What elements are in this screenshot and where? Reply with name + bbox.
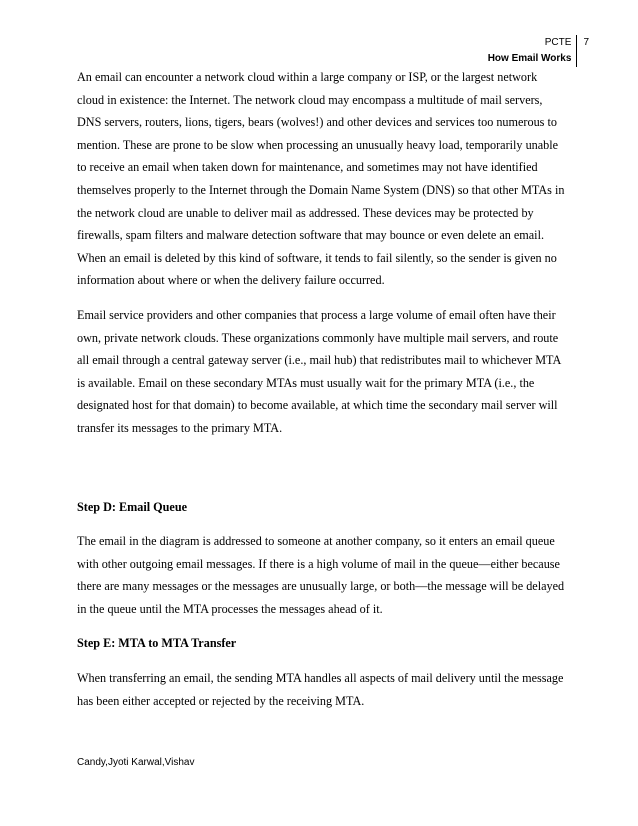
header-org: PCTE — [544, 37, 572, 48]
paragraph-private-clouds: Email service providers and other companies that process a large volume of email often have their own, private network clouds. These organizations commonly have multiple mail servers, and route all email through a central gateway server (i.e., mail hub) that redistributes mail to whichever MTA is available. Email on these secondary MTAs must usually wait for the primary MTA (i.e., the designated host for that domain) to become available, at which time the secondary mail server will transfer its messages to the primary MTA. — [77, 307, 561, 435]
paragraph-email-queue: The email in the diagram is addressed to someone at another company, so it enters an email queue with other outgoing email messages. If there is a high volume of mail in the queue—either because there are many messages or the messages are unusually large, or both—the message will be delayed in the queue until the MTA processes the messages ahead of it. — [77, 534, 565, 616]
paragraph-network-cloud: An email can encounter a network cloud within a large company or ISP, or the largest network cloud in existence: the Internet. The network cloud may encompass a multitude of mail servers, DNS servers, routers, lions, tigers, bears (wolves!) and other devices and services too numerous to mention. These are prone to be slow when processing an unusually heavy load, temporarily unable to receive an email when taken down for maintenance, and sometimes may not have identified themselves properly to the Internet through the Domain Name System (DNS) so that other MTAs in the network cloud are unable to deliver mail as addressed. These devices may be protected by firewalls, spam filters and malware detection software that may bounce or even delete an email. When an email is deleted by this kind of software, it tends to fail silently, so the sender is given no information about where or when the delivery failure occurred. — [77, 70, 565, 288]
page-header — [488, 35, 589, 67]
document-body — [77, 66, 567, 724]
section-spacer — [77, 452, 567, 496]
page-footer: Candy,Jyoti Karwal,Vishav — [77, 757, 195, 768]
paragraph-mta-transfer: When transferring an email, the sending MTA handles all aspects of mail delivery until the message has been either accepted or rejected by the receiving MTA. — [77, 671, 564, 708]
page-number: 7 — [583, 37, 589, 48]
header-doc-title: How Email Works — [487, 53, 572, 64]
header-titles — [488, 35, 577, 67]
heading-step-e: Step E: MTA to MTA Transfer — [77, 636, 237, 651]
heading-step-d: Step D: Email Queue — [77, 499, 188, 514]
